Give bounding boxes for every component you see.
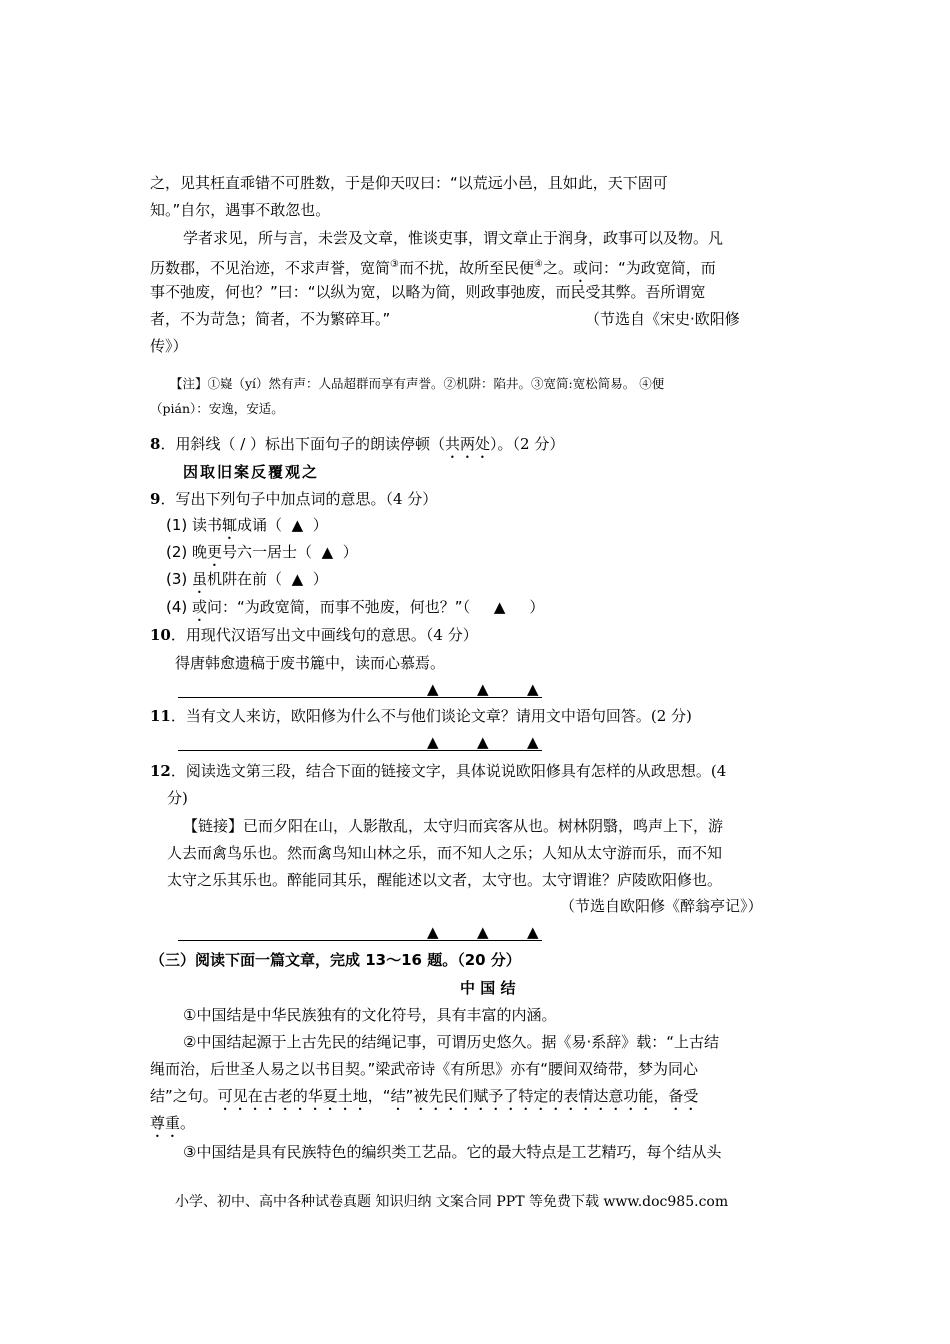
q10-sentence: 得唐韩愈遗稿于废书簏中，读而心慕焉。	[175, 654, 446, 672]
question-12	[150, 761, 726, 781]
footnote-ref: ③	[390, 259, 399, 270]
passage-text: 历数郡，不见治迹，不求声誉，宽简	[150, 259, 391, 277]
dotted-word: 结	[390, 1087, 406, 1105]
answer-triangle: ▲	[527, 923, 539, 941]
article-paragraph-2-line-3	[150, 1086, 698, 1114]
item-text: (4)	[166, 598, 193, 616]
dotted-word: 虽	[192, 570, 208, 588]
item-text: 号六一居士（	[222, 543, 313, 561]
dotted-word: 尊重	[150, 1114, 181, 1132]
article-text: ，“	[367, 1087, 391, 1105]
passage-line-5: 事不弛废，何也？”曰：“以纵为宽，以略为简，则政事弛废，而民受其弊。吾所谓宽	[150, 283, 706, 301]
answer-triangle: ▲	[493, 598, 506, 616]
dotted-word: 备受	[668, 1087, 699, 1105]
section-heading: （三）阅读下面一篇文章，完成 13～16 题。（20 分）	[150, 951, 521, 969]
answer-triangle: ▲	[527, 680, 539, 698]
answer-triangle: ▲	[477, 733, 489, 751]
item-text: 成诵（	[237, 516, 283, 534]
item-text: (1) 读书	[166, 516, 223, 534]
answer-triangle: ▲	[427, 733, 439, 751]
article-paragraph-3: ③中国结是具有民族特色的编织类工艺品。它的最大特点是工艺精巧，每个结从头	[183, 1143, 722, 1161]
item-text: 机阱在前（	[207, 570, 283, 588]
question-number: 10	[150, 626, 171, 644]
question-text: ．当有文人来访，欧阳修为什么不与他们谈论文章？请用文中语句回答。(2 分)	[170, 707, 692, 725]
answer-triangle: ▲	[427, 923, 439, 941]
article-text: 。	[180, 1114, 196, 1132]
answer-triangle: ▲	[477, 923, 489, 941]
article-text: ，	[653, 1087, 669, 1105]
notes-line-2: （pián）：安逸，安适。	[150, 401, 284, 416]
dotted-word: 被先民们赋予了特定的表情达意功能	[413, 1087, 654, 1105]
question-number: 12	[150, 762, 171, 780]
question-10	[150, 625, 478, 645]
question-8	[150, 434, 564, 462]
passage-line-3: 学者求见，所与言，未尝及文章，惟谈吏事，谓文章止于润身，政事可以及物。凡	[183, 229, 724, 247]
passage-text: 问：“为政宽简，而	[588, 259, 716, 277]
dotted-word: 可见在古老的华夏土地	[217, 1087, 368, 1105]
answer-triangle: ▲	[477, 680, 489, 698]
q9-item-4	[166, 597, 544, 625]
item-text: ）	[342, 543, 358, 561]
passage-text: 而不扰，故所至民便	[398, 259, 534, 277]
answer-triangle: ▲	[321, 543, 334, 561]
dotted-word: 或	[572, 259, 588, 277]
question-12-cont: 分)	[167, 789, 188, 807]
article-paragraph-2-line-4	[150, 1113, 195, 1141]
question-text: ）。（2 分）	[490, 435, 565, 453]
passage-source: （节选自《宋史·欧阳修	[585, 310, 740, 328]
answer-triangle: ▲	[427, 680, 439, 698]
article-text: ”	[405, 1087, 414, 1105]
passage-line-6: 者，不为苛急；简者，不为繁碎耳。”	[150, 310, 391, 328]
page-footer: 小学、初中、高中各种试卷真题 知识归纳 文案合同 PPT 等免费下载 www.doc985.com	[175, 1194, 729, 1210]
item-text: ）	[529, 598, 545, 616]
question-number: 8	[150, 435, 161, 453]
question-text: ．阅读选文第三段，结合下面的链接文字，具体说说欧阳修具有怎样的从政思想。(4	[170, 762, 727, 780]
item-text: ）	[312, 516, 328, 534]
dotted-word: 共两处	[445, 435, 491, 453]
q8-sentence: 因取旧案反覆观之	[183, 463, 320, 481]
footnote-ref: ④	[534, 259, 543, 270]
item-text: (2) 晚	[166, 543, 208, 561]
item-text: ）	[312, 570, 328, 588]
answer-triangle: ▲	[527, 733, 539, 751]
q9-item-1	[166, 515, 328, 543]
passage-line-1: 之，见其枉直乖错不可胜数，于是仰天叹曰：“以荒远小邑，且如此，天下固可	[150, 174, 668, 192]
article-paragraph-2-line-1: ②中国结起源于上古先民的结绳记事，可谓历史悠久。据《易·系辞》载：“上古结	[183, 1033, 719, 1051]
q9-item-3	[166, 569, 328, 597]
link-source: （节选自欧阳修《醉翁亭记》）	[560, 897, 763, 915]
notes-line-1: 【注】①嶷（yí）然有声：人品超群而享有声誉。②机阱：陷井。③宽简:宽松简易。 ④便	[170, 376, 665, 391]
dotted-word: 更	[207, 543, 223, 561]
question-11	[150, 706, 692, 726]
answer-triangle: ▲	[291, 570, 304, 588]
q9-item-2	[166, 542, 358, 570]
answer-triangle: ▲	[291, 516, 304, 534]
passage-text: 之。	[542, 259, 573, 277]
link-line-2: 人去而禽鸟乐也。然而禽鸟知山林之乐，而不知人之乐；人知从太守游而乐，而不知	[167, 844, 723, 862]
item-text: 问：“为政宽简，而事不弛废，何也？”（	[207, 598, 471, 616]
article-title: 中 国 结	[460, 979, 516, 997]
article-paragraph-2-line-2: 绳而治，后世圣人易之以书目契。”梁武帝诗《有所思》亦有“腰间双绮带，梦为同心	[150, 1060, 699, 1078]
link-line-1: 【链接】已而夕阳在山，人影散乱，太守归而宾客从也。树林阴翳，鸣声上下，游	[183, 817, 724, 835]
question-text: ．写出下列句子中加点词的意思。（4 分）	[160, 490, 438, 508]
dotted-word: 辄	[222, 516, 238, 534]
question-9	[150, 489, 437, 509]
dotted-word: 或	[192, 598, 208, 616]
question-text: ．用斜线（ / ）标出下面句子的朗读停顿（	[160, 435, 446, 453]
question-number: 9	[150, 490, 161, 508]
passage-line-2: 知。”自尔，遇事不敢忽也。	[150, 201, 331, 219]
question-number: 11	[150, 707, 171, 725]
article-paragraph-1: ①中国结是中华民族独有的文化符号，具有丰富的内涵。	[183, 1006, 557, 1024]
item-text: (3)	[166, 570, 193, 588]
question-text: ．用现代汉语写出文中画线句的意思。（4 分）	[170, 626, 478, 644]
passage-line-7: 传》）	[150, 337, 188, 355]
article-text: 结”之句。	[150, 1087, 218, 1105]
link-line-3: 太守之乐其乐也。醉能同其乐，醒能述以文者，太守也。太守谓谁？庐陵欧阳修也。	[167, 871, 723, 889]
